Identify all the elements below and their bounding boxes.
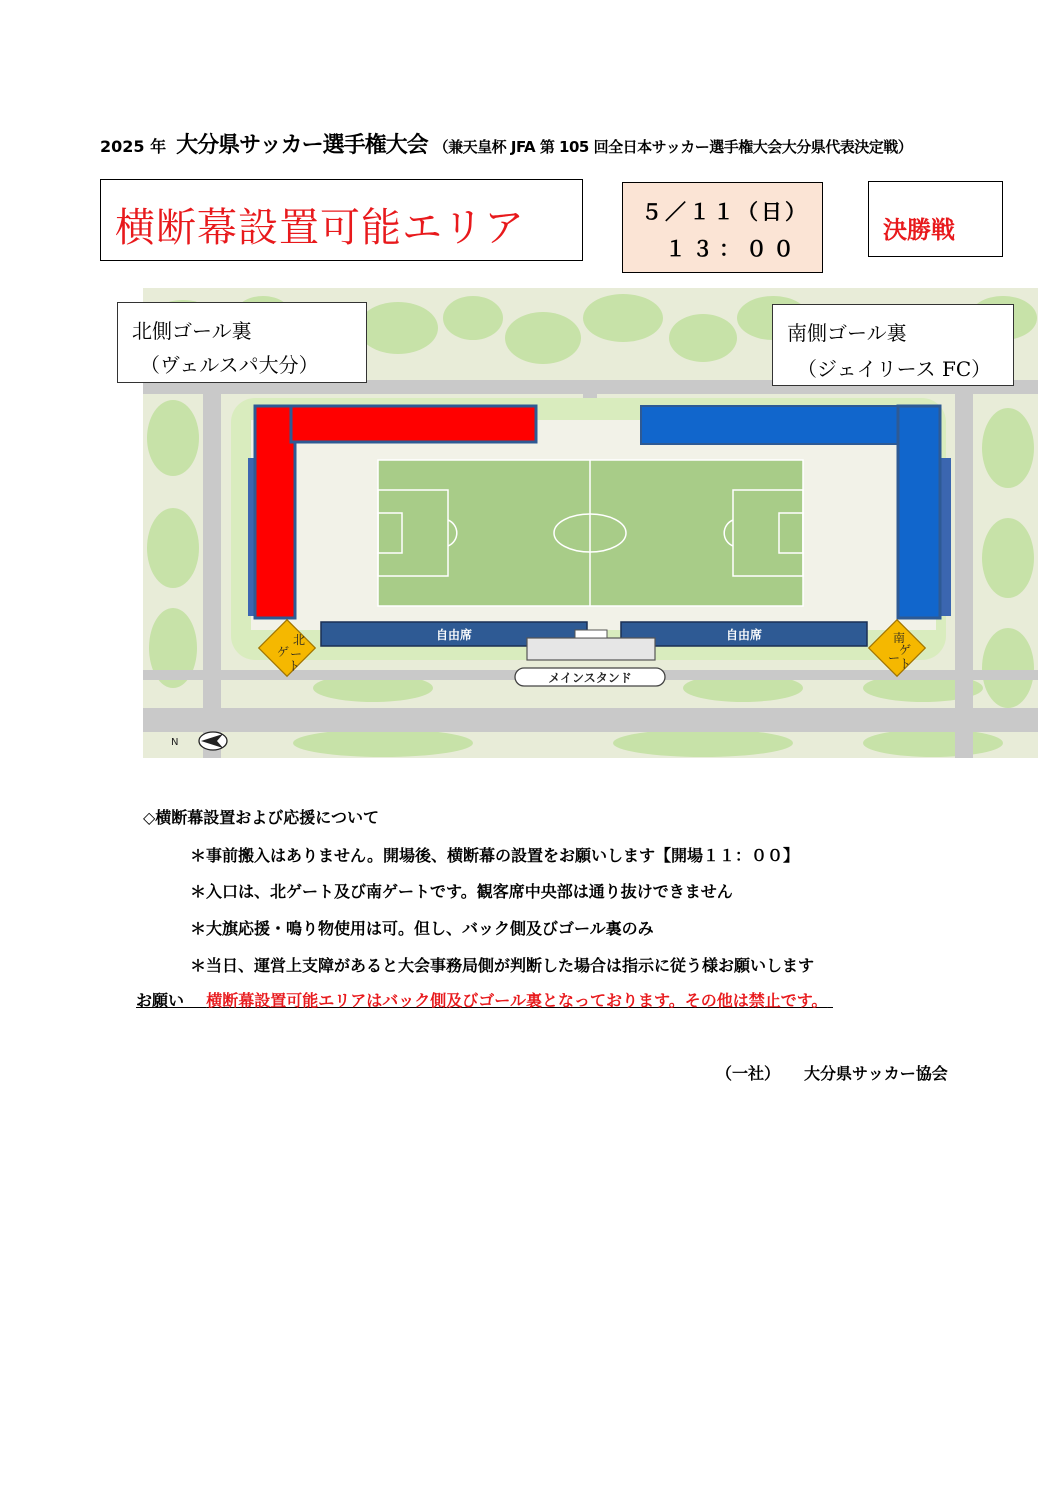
match-date: ５／１１（日） bbox=[641, 200, 809, 224]
south-side-strip bbox=[941, 458, 951, 616]
main-stand-building bbox=[527, 638, 655, 660]
match-type-box bbox=[868, 181, 1003, 257]
page-heading: 横断幕設置可能エリア bbox=[115, 205, 525, 251]
free-seat-label-south: 自由席 bbox=[725, 628, 763, 642]
north-goal-team: （ヴェルスパ大分） bbox=[140, 353, 319, 377]
note-item: ＊事前搬入はありません。開場後、横断幕の設置をお願いします【開場１１：００】 bbox=[190, 846, 799, 865]
south-gate-char-4: ト bbox=[899, 657, 912, 671]
north-goal-title: 北側ゴール裏 bbox=[132, 319, 252, 343]
match-type: 決勝戦 bbox=[883, 216, 955, 244]
match-time: １３：００ bbox=[665, 237, 800, 261]
note-item: ＊当日、運営上支障があると大会事務局側が判断した場合は指示に従う様お願いします bbox=[190, 956, 815, 975]
south-gate-char-2: ゲ bbox=[899, 643, 912, 657]
notes-heading: ◇横断幕設置および応援について bbox=[143, 808, 379, 827]
north-goal-area bbox=[255, 406, 295, 618]
north-gate-char-1: 北 bbox=[293, 633, 306, 647]
request-line bbox=[136, 988, 833, 1011]
request-label: お願い bbox=[136, 991, 185, 1010]
main-stand-stairs bbox=[575, 630, 607, 638]
north-goal-label bbox=[117, 302, 367, 383]
south-gate-char-3: ー bbox=[888, 651, 901, 665]
organization-name: 大分県サッカー協会 bbox=[804, 1064, 948, 1083]
date-box bbox=[622, 182, 823, 273]
title-line bbox=[100, 128, 1000, 159]
south-back-area bbox=[641, 406, 901, 444]
compass-label: N bbox=[171, 737, 179, 748]
south-goal-team: （ジェイリース FC） bbox=[797, 357, 992, 381]
free-seat-label-north: 自由席 bbox=[435, 628, 473, 642]
heading-box bbox=[100, 179, 583, 261]
request-text: 横断幕設置可能エリアはバック側及びゴール裏となっております。その他は禁止です。 bbox=[206, 991, 828, 1010]
organization-prefix: （一社） bbox=[716, 1064, 781, 1083]
organization bbox=[716, 1061, 948, 1084]
year: 2025 年 bbox=[100, 137, 167, 156]
south-goal-title: 南側ゴール裏 bbox=[787, 321, 907, 345]
note-item: ＊大旗応援・鳴り物使用は可。但し、バック側及びゴール裏のみ bbox=[190, 919, 654, 938]
event-subtitle: （兼天皇杯 JFA 第 105 回全日本サッカー選手権大会大分県代表決定戦） bbox=[433, 138, 913, 156]
north-gate-char-4: ト bbox=[288, 659, 301, 673]
south-goal-label bbox=[772, 304, 1014, 386]
north-back-area bbox=[291, 406, 536, 442]
south-goal-area bbox=[898, 406, 940, 618]
south-gate-char-1: 南 bbox=[893, 631, 906, 645]
north-gate-char-3: ー bbox=[290, 647, 303, 661]
note-item: ＊入口は、北ゲート及び南ゲートです。観客席中央部は通り抜けできません bbox=[190, 882, 733, 901]
main-stand-label: メインスタンド bbox=[548, 671, 632, 685]
event-title: 大分県サッカー選手権大会 bbox=[176, 133, 428, 158]
north-gate-char-2: ゲ bbox=[277, 645, 290, 659]
